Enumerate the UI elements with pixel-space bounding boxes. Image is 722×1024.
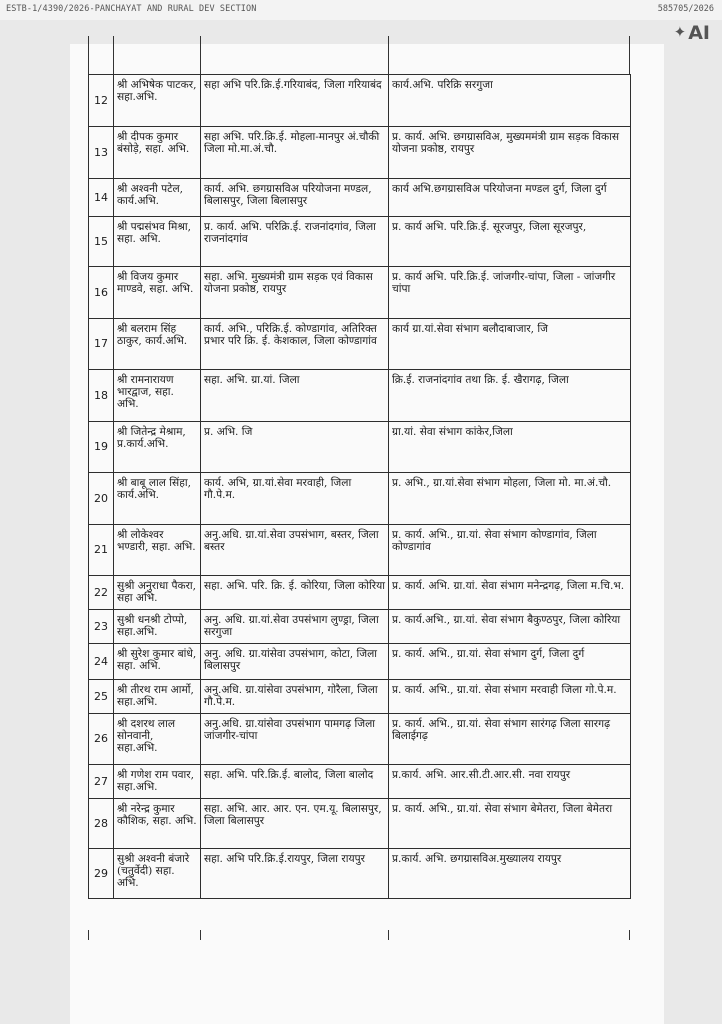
table-row <box>89 422 631 473</box>
officer-name: श्री तीरथ राम आर्मो, सहा.अभि. <box>114 680 201 714</box>
new-posting: कार्य.अभि. परिक्रि सरगुजा <box>389 75 631 127</box>
table-border-stub <box>629 930 630 940</box>
current-posting: प्र. अभि. जि <box>201 422 389 473</box>
current-posting: सहा अभि परि.क्रि.ई.गरियाबंद, जिला गरियाबंद <box>201 75 389 127</box>
officer-name: श्री पद्मसंभव मिश्रा, सहा. अभि. <box>114 217 201 267</box>
current-posting: सहा. अभि. परि. क्रि. ई. कोरिया, जिला कोरिया <box>201 576 389 610</box>
current-posting: सहा. अभि. ग्रा.यां. जिला <box>201 370 389 422</box>
document-number: 585705/2026 <box>657 4 714 14</box>
ai-button[interactable] <box>674 22 710 44</box>
table-row <box>89 680 631 714</box>
current-posting: कार्य. अभि. छगग्रासविअ परियोजना मण्डल, बिलासपुर, जिला बिलासपुर <box>201 179 389 217</box>
new-posting: प्र. अभि., ग्रा.यां.सेवा संभाग मोहला, जिला मो. मा.अं.चौ. <box>389 473 631 525</box>
table-border-stub <box>88 36 89 74</box>
row-number: 14 <box>89 179 114 217</box>
row-number: 13 <box>89 127 114 179</box>
current-posting: अनु. अधि. ग्रा.यां.सेवा उपसंभाग लुण्ड्रा, जिला सरगुजा <box>201 610 389 644</box>
new-posting: प्र.कार्य. अभि. आर.सी.टी.आर.सी. नवा रायपुर <box>389 765 631 799</box>
table-row <box>89 473 631 525</box>
current-posting: अनु.अधि. ग्रा.यांसेवा उपसंभाग, गोरैला, जिला गौ.पे.म. <box>201 680 389 714</box>
table-row <box>89 319 631 370</box>
table-body <box>89 75 631 899</box>
new-posting: कार्य ग्रा.यां.सेवा संभाग बलौदाबाजार, जि <box>389 319 631 370</box>
new-posting: कार्य अभि.छगग्रासविअ परियोजना मण्डल दुर्ग, जिला दुर्ग <box>389 179 631 217</box>
current-posting: सहा. अभि परि.क्रि.ई.रायपुर, जिला रायपुर <box>201 849 389 899</box>
table-border-stub <box>388 930 389 940</box>
officer-name: श्री लोकेश्वर भण्डारी, सहा. अभि. <box>114 525 201 576</box>
current-posting: अनु.अधि. ग्रा.यांसेवा उपसंभाग पामगढ़ जिला जांजगीर-चांपा <box>201 714 389 765</box>
row-number: 20 <box>89 473 114 525</box>
row-number: 12 <box>89 75 114 127</box>
current-posting: कार्य. अभि., परिक्रि.ई. कोण्डागांव, अतिरिक्त प्रभार परि क्रि. ई. केशकाल, जिला कोण्डागांव <box>201 319 389 370</box>
table-row <box>89 217 631 267</box>
officer-name: सुश्री अश्वनी बंजारे (चतुर्वेदी) सहा. अभि. <box>114 849 201 899</box>
officer-name: श्री सुरेश कुमार बांधे, सहा. अभि. <box>114 644 201 680</box>
officer-name: सुश्री धनश्री टोप्पो, सहा.अभि. <box>114 610 201 644</box>
row-number: 21 <box>89 525 114 576</box>
officer-name: श्री अश्वनी पटेल, कार्य.अभि. <box>114 179 201 217</box>
table-row <box>89 370 631 422</box>
row-number: 24 <box>89 644 114 680</box>
table-border-stub <box>200 930 201 940</box>
new-posting: प्र. कार्य. अभि., ग्रा.यां. सेवा संभाग सारंगढ़ जिला सारगढ़ बिलाईगढ़ <box>389 714 631 765</box>
new-posting: प्र. कार्य. अभि., ग्रा.यां. सेवा संभाग बेमेतरा, जिला बेमेतरा <box>389 799 631 849</box>
row-number: 29 <box>89 849 114 899</box>
officer-name: सुश्री अनुराधा पैकरा, सहा अभि. <box>114 576 201 610</box>
row-number: 19 <box>89 422 114 473</box>
current-posting: प्र. कार्य. अभि. परिक्रि.ई. राजनांदगांव, जिला राजनांदगांव <box>201 217 389 267</box>
table-row <box>89 179 631 217</box>
officer-name: श्री गणेश राम पवार, सहा.अभि. <box>114 765 201 799</box>
current-posting: सहा. अभि. मुख्यमंत्री ग्राम सड़क एवं विकास योजना प्रकोष्ठ, रायपुर <box>201 267 389 319</box>
current-posting: सहा. अभि. परि.क्रि.ई. बालोद, जिला बालोद <box>201 765 389 799</box>
new-posting: क्रि.ई. राजनांदगांव तथा क्रि. ई. खैरागढ़, जिला <box>389 370 631 422</box>
table-border-stub <box>113 36 114 74</box>
officer-name: श्री दीपक कुमार बंसोड़े, सहा. अभि. <box>114 127 201 179</box>
officer-name: श्री नरेन्द्र कुमार कौशिक, सहा. अभि. <box>114 799 201 849</box>
current-posting: सहा अभि. परि.क्रि.ई. मोहला-मानपुर अं.चौकी जिला मो.मा.अं.चौ. <box>201 127 389 179</box>
current-posting: अनु. अधि. ग्रा.यांसेवा उपसंभाग, कोटा, जिला बिलासपुर <box>201 644 389 680</box>
table-row <box>89 127 631 179</box>
table-row <box>89 765 631 799</box>
row-number: 18 <box>89 370 114 422</box>
new-posting: प्र. कार्य. अभि., ग्रा.यां. सेवा संभाग मरवाही जिला गो.पे.म. <box>389 680 631 714</box>
new-posting: ग्रा.यां. सेवा संभाग कांकेर,जिला <box>389 422 631 473</box>
table-row <box>89 714 631 765</box>
table-row <box>89 267 631 319</box>
table-row <box>89 610 631 644</box>
row-number: 17 <box>89 319 114 370</box>
table-row <box>89 644 631 680</box>
table-row <box>89 799 631 849</box>
table-border-stub <box>88 930 89 940</box>
document-reference: ESTB-1/4390/2026-PANCHAYAT AND RURAL DEV SECTION <box>6 4 257 14</box>
current-posting: सहा. अभि. आर. आर. एन. एम.यू. बिलासपुर, जिला बिलासपुर <box>201 799 389 849</box>
row-number: 15 <box>89 217 114 267</box>
officer-name: श्री दशरथ लाल सोनवानी, सहा.अभि. <box>114 714 201 765</box>
row-number: 28 <box>89 799 114 849</box>
new-posting: प्र. कार्य. अभि. ग्रा.यां. सेवा संभाग मनेन्द्रगढ़, जिला म.चि.भ. <box>389 576 631 610</box>
current-posting: अनु.अधि. ग्रा.यां.सेवा उपसंभाग, बस्तर, जिला बस्तर <box>201 525 389 576</box>
table-border-stub <box>388 36 389 74</box>
new-posting: प्र. कार्य अभि. परि.क्रि.ई. सूरजपुर, जिला सूरजपुर, <box>389 217 631 267</box>
row-number: 27 <box>89 765 114 799</box>
new-posting: प्र. कार्य. अभि., ग्रा.यां. सेवा संभाग दुर्ग, जिला दुर्ग <box>389 644 631 680</box>
officer-name: श्री बलराम सिंह ठाकुर, कार्य.अभि. <box>114 319 201 370</box>
row-number: 22 <box>89 576 114 610</box>
transfer-order-table <box>88 74 631 899</box>
officer-name: श्री जितेन्द्र मेश्राम, प्र.कार्य.अभि. <box>114 422 201 473</box>
officer-name: श्री अभिषेक पाटकर, सहा.अभि. <box>114 75 201 127</box>
new-posting: प्र. कार्य. अभि. छगग्रासविअ, मुख्यममंत्री ग्राम सड़क विकास योजना प्रकोष्ठ, रायपुर <box>389 127 631 179</box>
table-row <box>89 525 631 576</box>
table-row <box>89 849 631 899</box>
ai-label: AI <box>688 22 710 44</box>
new-posting: प्र. कार्य अभि. परि.क्रि.ई. जांजगीर-चांपा, जिला - जांजगीर चांपा <box>389 267 631 319</box>
sparkle-icon: ✦ <box>673 23 687 41</box>
document-header-bar <box>0 0 722 20</box>
officer-name: श्री बाबू लाल सिंहा, कार्य.अभि. <box>114 473 201 525</box>
row-number: 16 <box>89 267 114 319</box>
table-row <box>89 75 631 127</box>
table-border-stub <box>629 36 630 74</box>
current-posting: कार्य. अभि, ग्रा.यां.सेवा मरवाही, जिला गौ.पे.म. <box>201 473 389 525</box>
new-posting: प्र. कार्य. अभि., ग्रा.यां. सेवा संभाग कोण्डागांव, जिला कोण्डागांव <box>389 525 631 576</box>
officer-name: श्री विजय कुमार माण्डवे, सहा. अभि. <box>114 267 201 319</box>
table-row <box>89 576 631 610</box>
officer-name: श्री रामनारायण भारद्वाज, सहा. अभि. <box>114 370 201 422</box>
new-posting: प्र.कार्य. अभि. छगग्रासविअ.मुख्यालय रायपुर <box>389 849 631 899</box>
new-posting: प्र. कार्य.अभि., ग्रा.यां. सेवा संभाग बैकुण्ठपुर, जिला कोरिया <box>389 610 631 644</box>
row-number: 25 <box>89 680 114 714</box>
row-number: 23 <box>89 610 114 644</box>
table-border-stub <box>200 36 201 74</box>
row-number: 26 <box>89 714 114 765</box>
